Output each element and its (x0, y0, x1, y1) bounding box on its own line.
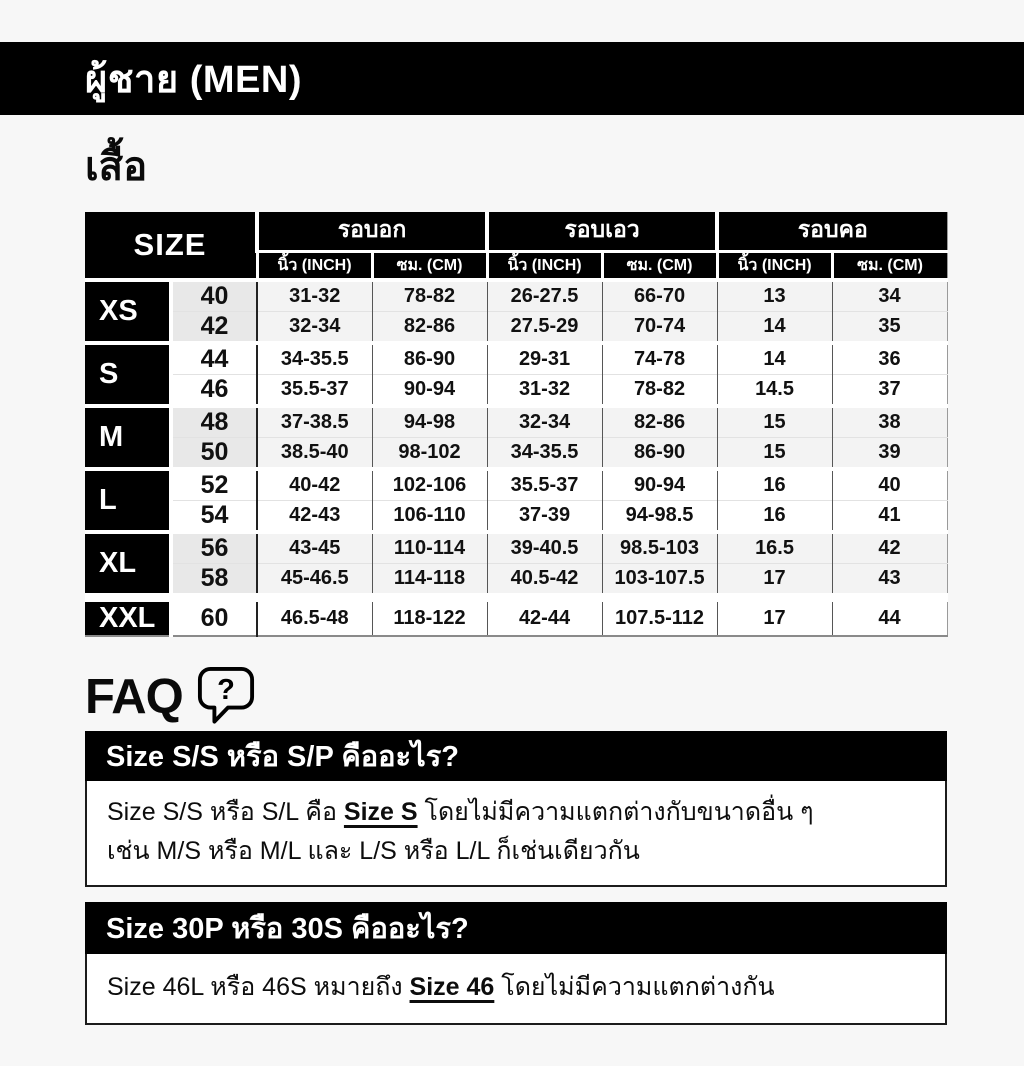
measurement-cell: 78-82 (602, 375, 717, 407)
measurement-cell: 78-82 (372, 280, 487, 312)
measurement-cell: 34-35.5 (487, 438, 602, 470)
size-number-cell: 48 (171, 406, 257, 438)
faq-answer-1-line-2 (107, 832, 925, 871)
size-table-row (85, 280, 947, 312)
size-number-cell: 42 (171, 312, 257, 344)
size-group-label-xxl: XXL (85, 598, 171, 637)
measurement-cell: 43 (832, 564, 947, 598)
measurement-cell: 74-78 (602, 343, 717, 375)
chest-inch-subheader: นิ้ว (INCH) (257, 252, 372, 281)
size-group-label-s: S (85, 343, 171, 406)
size-number-cell: 46 (171, 375, 257, 407)
measurement-cell: 102-106 (372, 469, 487, 501)
measurement-cell: 39 (832, 438, 947, 470)
measurement-cell: 37-38.5 (257, 406, 372, 438)
faq-item-1 (85, 731, 947, 887)
measurement-cell: 98-102 (372, 438, 487, 470)
answer-text: โดยไม่มีความแตกต่างกัน (494, 973, 775, 1001)
answer-text: เช่น M/S หรือ M/L และ L/S หรือ L/L ก็เช่นเดียวกัน (107, 837, 640, 865)
measurement-cell: 14.5 (717, 375, 832, 407)
measurement-cell: 66-70 (602, 280, 717, 312)
measurement-cell: 16.5 (717, 532, 832, 564)
measurement-cell: 37 (832, 375, 947, 407)
size-table-row (85, 343, 947, 375)
measurement-cell: 94-98 (372, 406, 487, 438)
size-number-cell: 54 (171, 501, 257, 533)
size-group-label-xs: XS (85, 280, 171, 343)
measurement-cell: 31-32 (257, 280, 372, 312)
measurement-cell: 27.5-29 (487, 312, 602, 344)
faq-answer-1 (85, 781, 947, 887)
size-table-row (85, 598, 947, 637)
measurement-cell: 46.5-48 (257, 598, 372, 637)
size-column-header: SIZE (85, 212, 257, 280)
answer-emphasis: Size 46 (409, 973, 495, 1001)
measurement-cell: 32-34 (487, 406, 602, 438)
neck-cm-subheader: ซม. (CM) (832, 252, 947, 281)
measurement-cell: 44 (832, 598, 947, 637)
measurement-cell: 36 (832, 343, 947, 375)
section-title-shirt: เสื้อ (85, 145, 148, 189)
measurement-cell: 106-110 (372, 501, 487, 533)
measurement-cell: 35 (832, 312, 947, 344)
size-table-row (85, 501, 947, 533)
question-speech-bubble-icon (197, 665, 255, 727)
size-number-cell: 58 (171, 564, 257, 598)
size-group-label-l: L (85, 469, 171, 532)
measurement-cell: 40-42 (257, 469, 372, 501)
neck-inch-subheader: นิ้ว (INCH) (717, 252, 832, 281)
faq-answer-2 (85, 954, 947, 1025)
measurement-cell: 16 (717, 501, 832, 533)
measurement-cell: 13 (717, 280, 832, 312)
measurement-cell: 107.5-112 (602, 598, 717, 637)
measurement-cell: 17 (717, 564, 832, 598)
measurement-cell: 14 (717, 343, 832, 375)
measurement-cell: 42 (832, 532, 947, 564)
size-table-body (85, 280, 947, 636)
measurement-cell: 114-118 (372, 564, 487, 598)
measurement-cell: 86-90 (372, 343, 487, 375)
waist-cm-subheader: ซม. (CM) (602, 252, 717, 281)
men-header-bar (0, 42, 1024, 115)
faq-answer-2-line-1 (107, 968, 925, 1007)
measurement-cell: 35.5-37 (487, 469, 602, 501)
measurement-cell: 32-34 (257, 312, 372, 344)
measurement-cell: 38.5-40 (257, 438, 372, 470)
measurement-cell: 86-90 (602, 438, 717, 470)
measurement-cell: 42-44 (487, 598, 602, 637)
size-number-cell: 52 (171, 469, 257, 501)
size-number-cell: 50 (171, 438, 257, 470)
measurement-cell: 37-39 (487, 501, 602, 533)
svg-text:?: ? (216, 673, 235, 706)
size-table-row (85, 312, 947, 344)
answer-text: โดยไม่มีความแตกต่างกับขนาดอื่น ๆ (417, 798, 814, 826)
answer-text: Size 46L หรือ 46S หมายถึง (107, 973, 410, 1001)
size-table-row (85, 469, 947, 501)
size-number-cell: 40 (171, 280, 257, 312)
measurement-cell: 82-86 (372, 312, 487, 344)
measurement-cell: 15 (717, 406, 832, 438)
size-table (85, 212, 948, 637)
size-group-label-m: M (85, 406, 171, 469)
measurement-cell: 16 (717, 469, 832, 501)
content-area (0, 142, 1024, 1025)
chest-cm-subheader: ซม. (CM) (372, 252, 487, 281)
page-title: ผู้ชาย (MEN) (85, 59, 302, 101)
measurement-cell: 34 (832, 280, 947, 312)
measurement-cell: 40 (832, 469, 947, 501)
faq-question-1: Size S/S หรือ S/P คืออะไร? (85, 731, 947, 781)
measurement-cell: 31-32 (487, 375, 602, 407)
size-number-cell: 56 (171, 532, 257, 564)
faq-heading (85, 671, 947, 731)
faq-item-2 (85, 902, 947, 1025)
measurement-cell: 70-74 (602, 312, 717, 344)
size-table-row (85, 406, 947, 438)
faq-heading-label: FAQ (85, 670, 183, 724)
measurement-cell: 43-45 (257, 532, 372, 564)
measurement-cell: 98.5-103 (602, 532, 717, 564)
measurement-cell: 17 (717, 598, 832, 637)
measurement-cell: 39-40.5 (487, 532, 602, 564)
measurement-cell: 82-86 (602, 406, 717, 438)
faq-question-2: Size 30P หรือ 30S คืออะไร? (85, 902, 947, 954)
chest-group-header: รอบอก (257, 212, 487, 252)
answer-text: Size S/S หรือ S/L คือ (107, 798, 344, 826)
measurement-cell: 41 (832, 501, 947, 533)
neck-group-header: รอบคอ (717, 212, 947, 252)
size-table-row (85, 438, 947, 470)
size-group-label-xl: XL (85, 532, 171, 598)
measurement-cell: 35.5-37 (257, 375, 372, 407)
measurement-cell: 26-27.5 (487, 280, 602, 312)
measurement-cell: 94-98.5 (602, 501, 717, 533)
measurement-cell: 34-35.5 (257, 343, 372, 375)
measurement-cell: 40.5-42 (487, 564, 602, 598)
measurement-cell: 90-94 (372, 375, 487, 407)
size-table-header (85, 212, 947, 280)
measurement-cell: 42-43 (257, 501, 372, 533)
size-number-cell: 60 (171, 598, 257, 637)
waist-inch-subheader: นิ้ว (INCH) (487, 252, 602, 281)
waist-group-header: รอบเอว (487, 212, 717, 252)
measurement-cell: 14 (717, 312, 832, 344)
measurement-cell: 110-114 (372, 532, 487, 564)
faq-answer-1-line-1 (107, 793, 925, 832)
size-table-row (85, 532, 947, 564)
measurement-cell: 90-94 (602, 469, 717, 501)
measurement-cell: 29-31 (487, 343, 602, 375)
measurement-cell: 38 (832, 406, 947, 438)
size-table-row (85, 564, 947, 598)
size-number-cell: 44 (171, 343, 257, 375)
measurement-cell: 15 (717, 438, 832, 470)
size-table-row (85, 375, 947, 407)
measurement-cell: 103-107.5 (602, 564, 717, 598)
measurement-cell: 118-122 (372, 598, 487, 637)
measurement-cell: 45-46.5 (257, 564, 372, 598)
answer-emphasis: Size S (343, 798, 418, 826)
